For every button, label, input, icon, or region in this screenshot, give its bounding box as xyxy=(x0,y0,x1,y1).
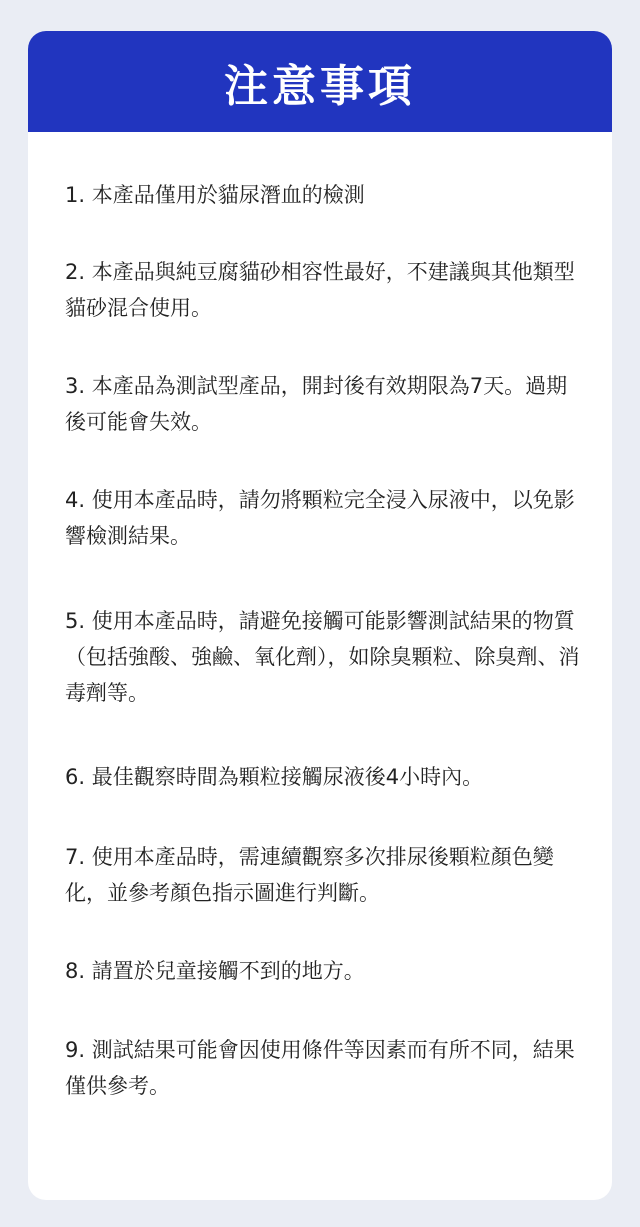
note-item-5: 5. 使用本產品時，請避免接觸可能影響測試結果的物質（包括強酸、強鹼、氧化劑），如除臭顆粒、除臭劑、消毒劑等。 xyxy=(65,609,580,705)
notice-card xyxy=(28,31,612,1200)
note-item-8: 8. 請置於兒童接觸不到的地方。 xyxy=(65,959,365,983)
note-item-7: 7. 使用本產品時，需連續觀察多次排尿後顆粒顏色變化，並參考顏色指示圖進行判斷。 xyxy=(65,845,554,905)
note-item-9: 9. 測試結果可能會因使用條件等因素而有所不同，結果僅供參考。 xyxy=(65,1038,575,1098)
note-item-4: 4. 使用本產品時，請勿將顆粒完全浸入尿液中，以免影響檢測結果。 xyxy=(65,488,575,548)
note-item-1: 1. 本產品僅用於貓尿潛血的檢測 xyxy=(65,183,365,207)
note-item-6: 6. 最佳觀察時間為顆粒接觸尿液後4小時內。 xyxy=(65,765,484,789)
notice-header xyxy=(28,31,612,132)
note-item-3: 3. 本產品為測試型產品，開封後有效期限為7天。過期後可能會失效。 xyxy=(65,374,568,434)
note-item-2: 2. 本產品與純豆腐貓砂相容性最好，不建議與其他類型貓砂混合使用。 xyxy=(65,260,575,320)
page-title: 注意事項 xyxy=(224,60,416,112)
